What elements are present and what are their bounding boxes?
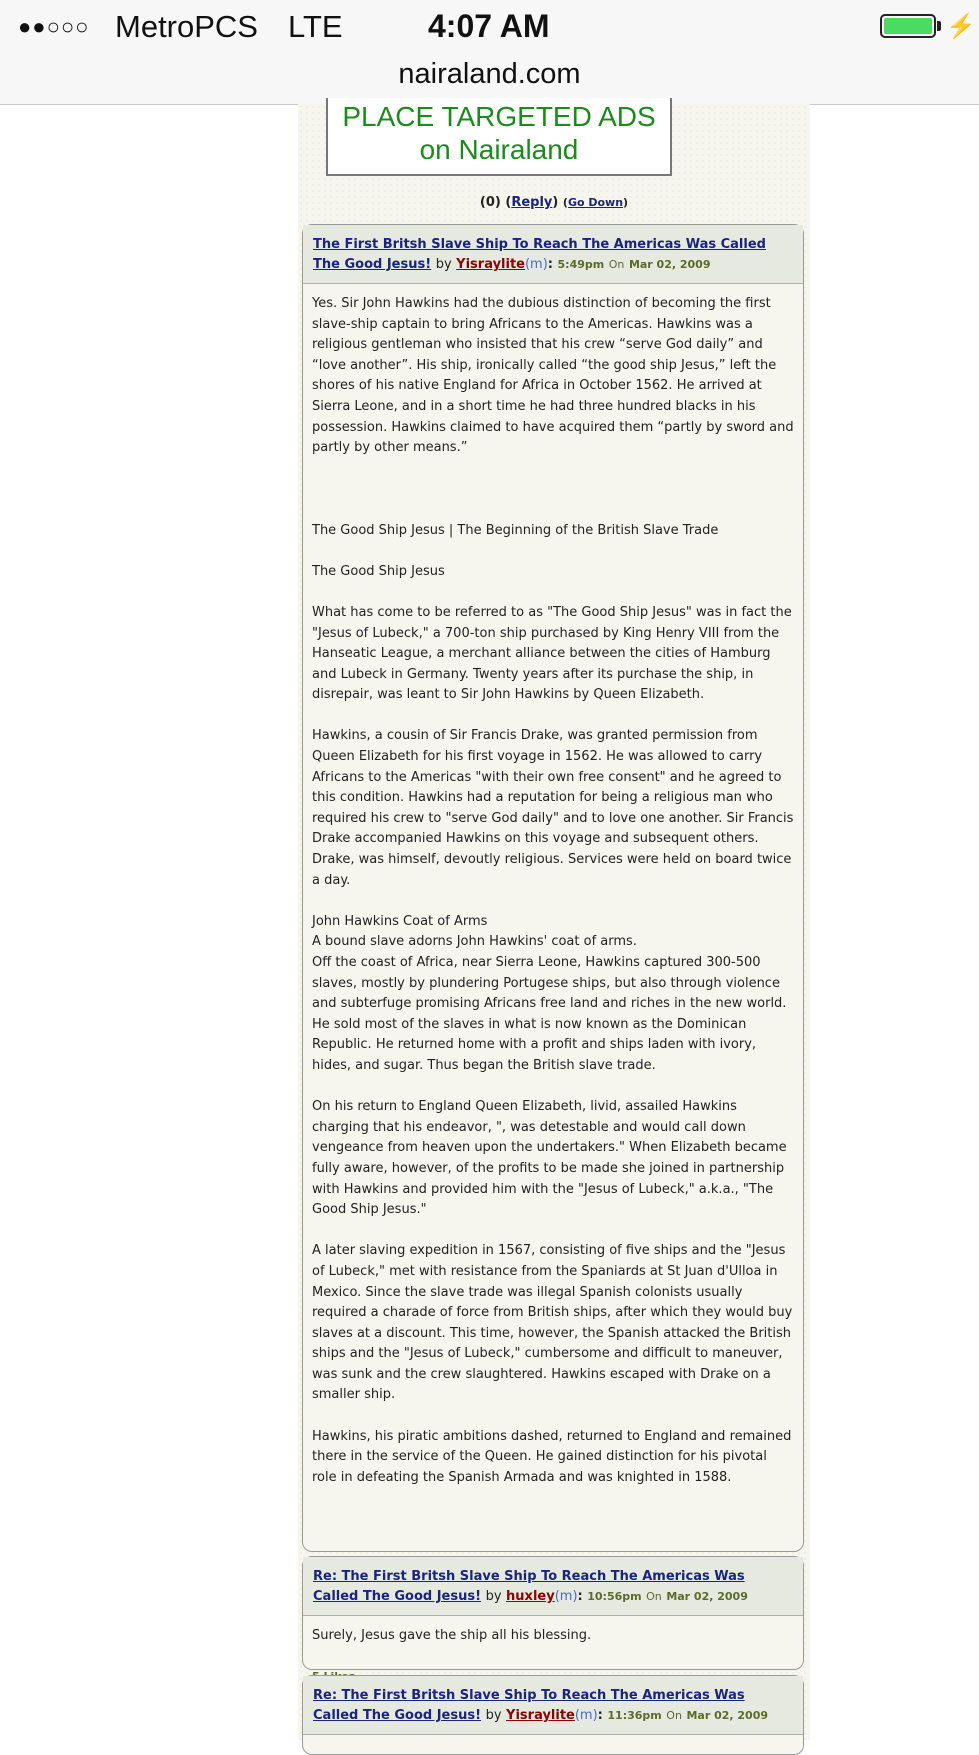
reply-link[interactable]: Reply — [511, 195, 553, 210]
post-title-link[interactable]: The First Britsh Slave Ship To Reach The Americas Was Called The Good Jesus! — [313, 237, 766, 272]
carrier-name: MetroPCS — [115, 9, 258, 44]
battery-full-icon — [880, 14, 936, 38]
author-gender: (m) — [524, 257, 548, 272]
post-paragraph: The Good Ship Jesus | The Beginning of the British Slave Trade — [312, 522, 719, 538]
post-by: by — [485, 1589, 502, 1604]
post-on: On — [666, 1709, 682, 1722]
post-by: by — [485, 1708, 502, 1723]
post-paragraph: Hawkins, a cousin of Sir Francis Drake, was granted permission from Queen Elizabeth for his first voyage in 1562. He was allowed to carry Africans to the Americas "with their own free consent" and he agreed to this condition. Hawkins had a reputation for being a religious man who required his crew to "serve God daily" and to love one another. Sir Francis Drake accompanied Hawkins on this voyage and subsequent others. Drake, was himself, devoutly religious. Services were held on board twice a day. — [312, 728, 794, 888]
post-paragraph: Hawkins, his piratic ambitions dashed, returned to England and remained there in the service of the Queen. He gained distinction for his pivotal role in defeating the Spanish Armada and was knighted in 1588. — [312, 1428, 792, 1485]
header-colon: : — [547, 257, 553, 272]
reply-paren-open: ( — [505, 195, 512, 210]
ad-line-1: PLACE TARGETED ADS — [342, 101, 656, 132]
post-paragraph: John Hawkins Coat of Arms A bound slave adorns John Hawkins' coat of arms. Off the coast of Africa, near Sierra Leone, Hawkins captured 300-500 slaves, mostly by plundering Portugese ships, but also through violence and subterfuge promising Africans free land and riches in the new world. He sold most of the slaves in what is now known as the Dominican Republic. He returned home with a profit and ships laden with ivory, hides, and sugar. Thus began the British slave trade. — [312, 913, 787, 1073]
post-paragraph: A later slaving expedition in 1567, consisting of five ships and the "Jesus of Lubeck," met with resistance from the Spaniards at St Juan d'Ulloa in Mexico. Since the slave trade was illegal Spanish colonists usually required a charade of force from British ships, after which they would buy slaves at a discount. This time, however, the Spanish attacked the British ships and the "Jesus of Lubeck," cumbersome and difficult to maneuver, was sunk and the crew slaughtered. Hawkins escaped with Drake on a smaller ship. — [312, 1243, 793, 1403]
post-title-link[interactable]: Re: The First Britsh Slave Ship To Reach The Americas Was Called The Good Jesus! — [313, 1569, 745, 1604]
go-paren-close: ) — [623, 196, 629, 209]
post-author-link[interactable]: huxley — [506, 1589, 555, 1604]
post-date: Mar 02, 2009 — [666, 1590, 748, 1603]
post-on: On — [608, 258, 625, 271]
post-author-link[interactable]: Yisraylite — [506, 1708, 575, 1723]
post — [302, 224, 804, 1552]
post-paragraph: The Good Ship Jesus — [312, 563, 445, 579]
reply-count: (0) — [479, 195, 501, 210]
post-paragraph: Yes. Sir John Hawkins had the dubious distinction of becoming the first slave-ship captain to bring Africans to the Americas. Hawkins was a religious gentleman who insisted that his crew “serve God daily” and “love another”. His ship, ironically called “the good ship Jesus,” left the shores of his native England for Africa in October 1562. He arrived at Sierra Leone, and in a short time he had three hundred blacks in his possession. Hawkins claimed to have acquired them “partly by sword and partly by other means.” — [312, 296, 794, 456]
reply-paren-close: ) — [552, 195, 559, 210]
ad-line-2: on Nairaland — [419, 134, 579, 165]
post-body — [303, 284, 803, 1496]
post — [302, 1675, 804, 1755]
post-title-link[interactable]: Re: The First Britsh Slave Ship To Reach The Americas Was Called The Good Jesus! — [313, 1688, 745, 1723]
signal-strength-icon: ●●○○○ — [18, 14, 90, 39]
post-paragraph: Surely, Jesus gave the ship all his blessing. — [312, 1628, 592, 1643]
post-header — [303, 225, 803, 284]
post-header — [303, 1557, 803, 1616]
post-time: 10:56pm — [587, 1590, 642, 1603]
post-on: On — [646, 1590, 662, 1603]
header-colon: : — [577, 1589, 583, 1604]
status-bar — [0, 0, 979, 56]
ad-banner[interactable] — [326, 98, 672, 176]
network-type: LTE — [288, 9, 343, 44]
header-colon: : — [597, 1708, 603, 1723]
charging-bolt-icon: ⚡ — [946, 13, 976, 40]
post-time: 5:49pm — [557, 258, 605, 271]
post-by: by — [435, 257, 452, 272]
post-date: Mar 02, 2009 — [628, 258, 711, 271]
post-author-link[interactable]: Yisraylite — [456, 257, 525, 272]
address-domain: nairaland.com — [398, 58, 581, 90]
post-paragraph: What has come to be referred to as "The Good Ship Jesus" was in fact the "Jesus of Lubeck," a 700-ton ship purchased by King Henry VIII from the Hanseatic League, a merchant alliance between the cities of Hamburg and Lubeck in Germany. Twenty years after its purchase the ship, in disrepair, was leant to Sir John Hawkins by Queen Elizabeth. — [312, 604, 792, 703]
author-gender: (m) — [554, 1589, 578, 1604]
thread-actions — [298, 195, 810, 210]
post — [302, 1556, 804, 1670]
post-header — [303, 1676, 803, 1735]
post-date: Mar 02, 2009 — [686, 1709, 769, 1722]
post-time: 11:36pm — [607, 1709, 662, 1722]
post-paragraph-blank — [312, 479, 794, 500]
battery-tip — [937, 21, 941, 31]
author-gender: (m) — [574, 1708, 598, 1723]
go-down-link[interactable]: Go Down — [567, 196, 624, 209]
go-paren-open: ( — [562, 196, 568, 209]
clock: 4:07 AM — [428, 8, 550, 44]
post-paragraph: On his return to England Queen Elizabeth, livid, assailed Hawkins charging that his endeavor, ", was detestable and would call down vengeance from heaven upon the undertakers." When Elizabeth became fully aware, however, of the profits to be made she joined in partnership with Hawkins and provided him with the "Jesus of Lubeck," a.k.a., "The Good Ship Jesus." — [312, 1099, 787, 1218]
